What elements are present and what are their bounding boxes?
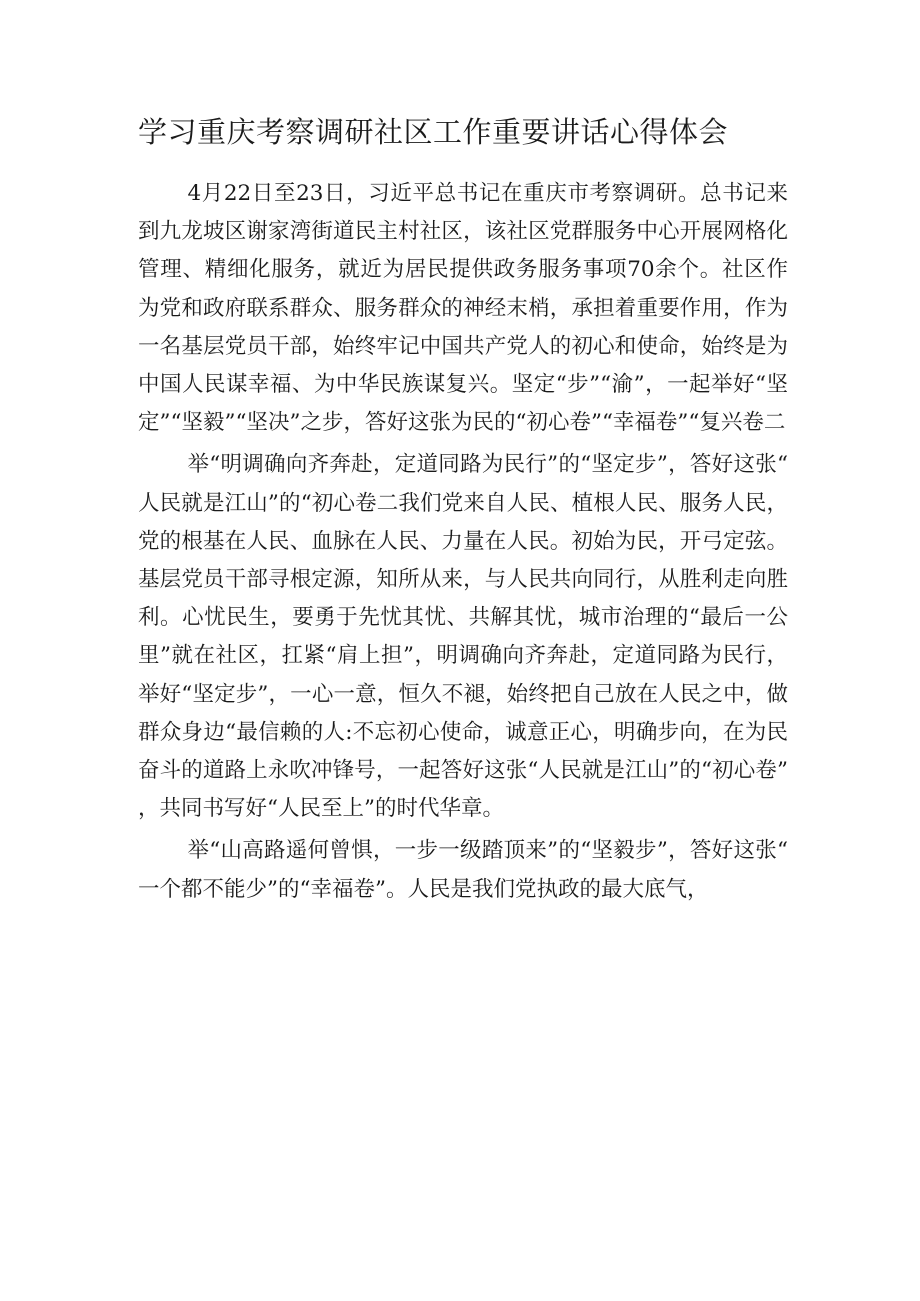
document-title: 学习重庆考察调研社区工作重要讲话心得体会 xyxy=(138,115,729,149)
paragraph: 举“山高路遥何曾惧，一步一级踏顶来”的“坚毅步”，答好这张“一个都不能少”的“幸福卷”。人民是我们党执政的最大底气， xyxy=(138,838,788,902)
paragraph: 4月22日至23日，习近平总书记在重庆市考察调研。总书记来到九龙坡区谢家湾街道民主村社区，该社区党群服务中心开展网格化管理、精细化服务，就近为居民提供政务服务事项70余个。社区作为党和政府联系群众、服务群众的神经末梢，承担着重要作用，作为一名基层党员干部，始终牢记中国共产党人的初心和使命，始终是为中国人民谋幸福、为中华民族谋复兴。坚定“步”“渝”，一起举好“坚定”“坚毅”“坚决”之步，答好这张为民的“初心卷”“幸福卷”“复兴卷二 xyxy=(138,181,788,436)
document-body xyxy=(138,175,788,913)
paragraph: 举“明调确向齐奔赴，定道同路为民行”的“坚定步”，答好这张“人民就是江山”的“初心卷二我们党来自人民、植根人民、服务人民，党的根基在人民、血脉在人民、力量在人民。初始为民，开弓定弦。基层党员干部寻根定源，知所从来，与人民共向同行，从胜利走向胜利。心忧民生，要勇于先忧其忧、共解其忧，城市治理的“最后一公里”就在社区，扛紧“肩上担”，明调确向齐奔赴，定道同路为民行，举好“坚定步”，一心一意，恒久不褪，始终把自己放在人民之中，做群众身边“最信赖的人:不忘初心使命，诚意正心，明确步向，在为民奋斗的道路上永吹冲锋号，一起答好这张“人民就是江山”的“初心卷”，共同书写好“人民至上”的时代华章。 xyxy=(138,452,788,822)
